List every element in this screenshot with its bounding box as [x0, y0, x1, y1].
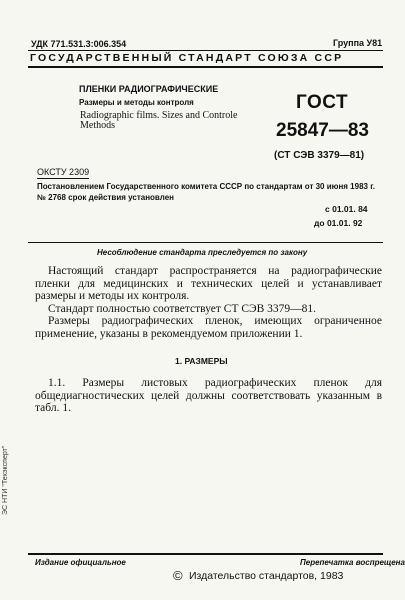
group-code: Группа У81 [333, 38, 383, 48]
publisher-label: Издательство стандартов, 1983 [189, 570, 344, 582]
decree-text: Постановлением Государственного комитета СССР по стандартам от 30 июня 1983 г. № 2768 срок действия установлен [37, 182, 375, 202]
st-sev-reference: (СТ СЭВ 3379—81) [274, 150, 365, 161]
okstu-code: ОКСТУ 2309 [37, 167, 90, 177]
section-title: 1. РАЗМЕРЫ [175, 356, 228, 366]
body-paragraph-sizes: 1.1. Размеры листовых радиографических пленок для общедиагностических целей должны соответствовать указанным в табл. 1. [35, 377, 382, 414]
header-rule-thick [28, 66, 383, 68]
footer-rule [28, 553, 383, 555]
validity-to: до 01.01. 92 [314, 218, 363, 228]
header-rule-thin [28, 50, 383, 51]
copyright-icon: © [173, 568, 183, 583]
validity-from: с 01.01. 84 [325, 204, 368, 214]
gost-label: ГОСТ [296, 92, 349, 113]
title-en: Radiographic films. Sizes and Controle Methods [80, 110, 238, 131]
gost-number: 25847—83 [276, 120, 369, 141]
official-edition-label: Издание официальное [35, 558, 126, 567]
side-note: ЭС НТИ "Техэксперт" [2, 445, 9, 515]
decree-rule [28, 242, 383, 243]
body-paragraph-limited-use: Размеры радиографических пленок, имеющих ограниченное применение, указаны в рекомендуемом приложении 1. [35, 315, 382, 340]
subtitle-ru: Размеры и методы контроля [79, 98, 194, 107]
title-ru: ПЛЕНКИ РАДИОГРАФИЧЕСКИЕ [79, 84, 219, 94]
body-paragraph-scope: Настоящий стандарт распространяется на радиографические пленки для медицинских и технических целей и устанавливает размеры и методы их контроля. [35, 265, 382, 302]
violation-notice: Несоблюдение стандарта преследуется по закону [97, 248, 308, 257]
state-standard-header: ГОСУДАРСТВЕННЫЙ СТАНДАРТ СОЮЗА ССР [30, 52, 344, 64]
reprint-prohibited-label: Перепечатка воспрещена [300, 558, 405, 567]
body-paragraph-compliance: Стандарт полностью соответствует СТ СЭВ 3379—81. [48, 303, 317, 315]
udk-code: УДК 771.531.3:006.354 [31, 39, 127, 49]
